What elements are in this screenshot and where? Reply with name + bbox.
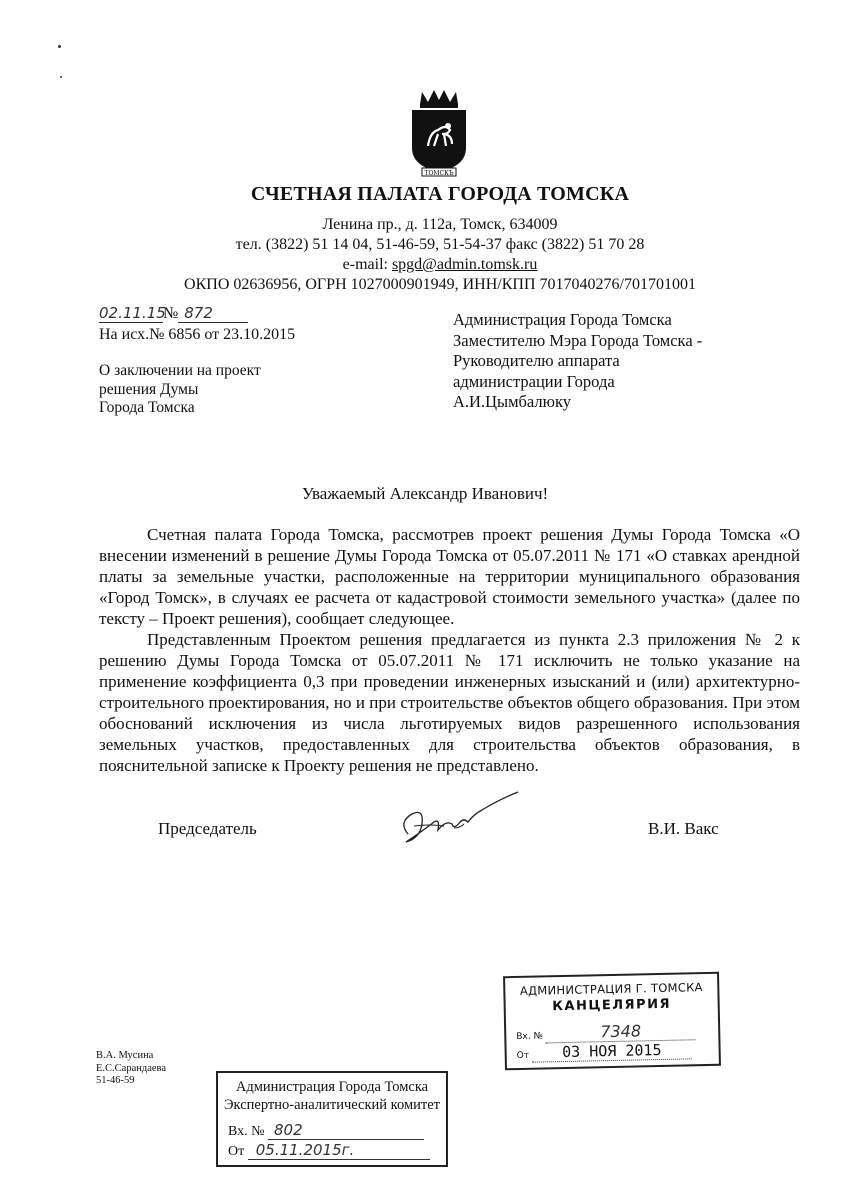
email-link[interactable]: spgd@admin.tomsk.ru bbox=[391, 256, 538, 273]
city-coat-of-arms bbox=[408, 88, 470, 178]
stamp-in-label: Вх. № bbox=[228, 1124, 265, 1139]
recipient-line: Администрация Города Томска bbox=[453, 310, 672, 329]
outgoing-date: 02.11.15 bbox=[99, 304, 166, 322]
requisites: ОКПО 02636956, ОГРН 1027000901949, ИНН/КПП 7017040276/701701001 bbox=[184, 276, 696, 293]
stamp-line: КАНЦЕЛЯРИЯ bbox=[552, 996, 672, 1015]
signer-name: В.И. Вакс bbox=[648, 819, 719, 838]
letter-body bbox=[99, 524, 800, 776]
recipient-line: Заместителю Мэра Города Томска - bbox=[453, 330, 703, 350]
stamp-line: АДМИНИСТРАЦИЯ Г. ТОМСКА bbox=[519, 980, 703, 998]
subject-block bbox=[99, 362, 299, 418]
outgoing-number bbox=[99, 304, 248, 323]
signer-role: Председатель bbox=[158, 819, 257, 838]
stamp-date-label: От bbox=[516, 1050, 530, 1062]
handwritten-signature bbox=[394, 784, 524, 854]
recipient-line: администрации Города bbox=[453, 371, 615, 391]
scan-mark bbox=[60, 76, 62, 78]
executor-line: В.А. Мусина bbox=[96, 1050, 154, 1061]
stamp-date: 05.11.2015г. bbox=[248, 1141, 430, 1160]
body-paragraph: Счетная палата Города Томска, рассмотрев проект решения Думы Города Томска «О внесении изменений в решение Думы Города Томска от 05.07.2011 № 171 «О ставках арендной платы за земельные участки, расположенные на территории муниципального образования «Город Томск», в случаях ее расчета от кадастровой стоимости земельного участка» (далее по тексту – Проект решения), сообщает следующее. bbox=[99, 525, 800, 628]
committee-stamp bbox=[216, 1071, 448, 1167]
recipient-line: А.И.Цымбалюку bbox=[453, 392, 571, 411]
number-sign: № bbox=[163, 305, 179, 322]
stamp-line: Экспертно-аналитический комитет bbox=[223, 1097, 440, 1113]
address: Ленина пр., д. 112а, Томск, 634009 bbox=[322, 216, 558, 233]
crest-caption: ТОМСКЪ bbox=[424, 170, 454, 177]
subject-line: Города Томска bbox=[99, 399, 195, 416]
scan-mark bbox=[58, 45, 61, 48]
organization-name: СЧЕТНАЯ ПАЛАТА ГОРОДА ТОМСКА bbox=[250, 183, 630, 205]
stamp-in-number: 7348 bbox=[546, 1020, 696, 1043]
recipient-line: Руководителю аппарата bbox=[453, 351, 620, 370]
executor-line: 51-46-59 bbox=[96, 1075, 135, 1086]
stamp-date: 03 НОЯ 2015 bbox=[532, 1040, 692, 1062]
stamp-in-label: Вх. № bbox=[516, 1031, 544, 1043]
stamp-in-number: 802 bbox=[268, 1121, 424, 1140]
outgoing-number-value: 872 bbox=[178, 304, 248, 323]
subject-line: О заключении на проект bbox=[99, 362, 261, 379]
email-line bbox=[0, 256, 850, 274]
recipient-block bbox=[453, 310, 753, 413]
stamp-line: Администрация Города Томска bbox=[235, 1079, 429, 1095]
chancellery-stamp bbox=[503, 972, 721, 1071]
phones: тел. (3822) 51 14 04, 51-46-59, 51-54-37 факс (3822) 51 70 28 bbox=[235, 236, 645, 253]
greeting: Уважаемый Александр Иванович! bbox=[301, 484, 549, 503]
email-label: e-mail: bbox=[342, 256, 388, 273]
subject-line: решения Думы bbox=[99, 380, 199, 398]
reply-reference: На исх.№ 6856 от 23.10.2015 bbox=[99, 326, 296, 343]
body-paragraph: Представленным Проектом решения предлагается из пункта 2.3 приложения № 2 к решению Думы Города Томска от 05.07.2011 № 171 исключить не только указание на применение коэффициента 0,3 при проведении инженерных изысканий и (или) архитектурно-строительного проектирования, но и при строительстве объектов общего образования. При этом обоснований исключения из числа льготируемых видов разрешенного использования земельных участков, предоставленных для строительства объектов образования, в пояснительной записке к Проекту решения не представлено. bbox=[99, 630, 800, 775]
stamp-date-label: От bbox=[228, 1144, 245, 1159]
executors-block bbox=[96, 1050, 166, 1088]
executor-line: Е.С.Сарандаева bbox=[96, 1062, 167, 1074]
